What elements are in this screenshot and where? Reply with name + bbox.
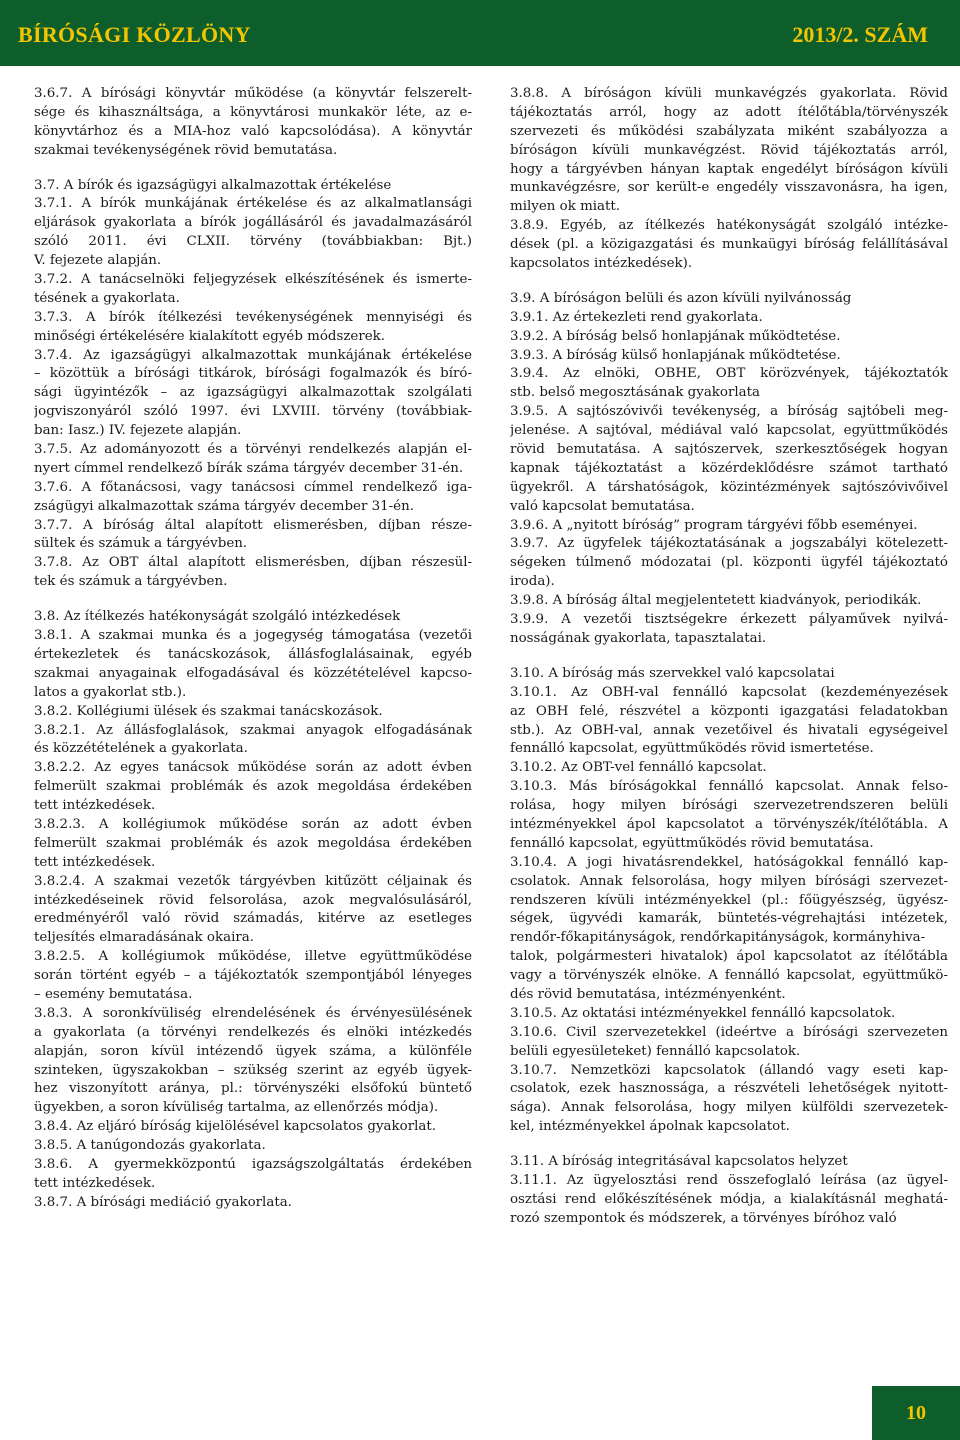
text-line: intézkedéseinek rövid felsorolása, azok megvalósulásáról, [34,892,472,908]
text-line: dések (pl. a közigazgatási és munkaügyi bíróság felállításával [510,237,948,253]
text-line: sági ügyintézők – az igazságügyi alkalmazottak szolgálati [34,385,472,401]
text-line: 3.7. A bírók és igazságügyi alkalmazottak értékelése [34,177,392,193]
left-column [34,85,472,1213]
text-line: 3.9.6. A „nyitott bíróság” program tárgyévi főbb eseményei. [510,517,918,533]
text-line: során történt egyéb – a tájékoztatók szempontjából lényeges [34,968,472,984]
text-line: 3.10.2. Az OBT-vel fennálló kapcsolat. [510,760,767,776]
text-line: bíróságon kívüli munkavégzést. Rövid tájékoztatás arról, [510,142,948,158]
text-line: fennálló kapcsolat, együttműködés rövid ismertetése. [510,741,874,757]
paragraph-gap [34,161,472,177]
text-line: ségeken túlmenő módozatai (pl. központi ügyfél tájékoztató [510,555,948,571]
text-line: fennálló kapcsolat, együttműködés rövid bemutatása. [510,835,874,851]
text-line: a gyakorlata (a törvényi rendelkezés és elnöki intézkedés [34,1024,472,1040]
text-line: tett intézkedések. [34,798,156,814]
text-line: könyvtárhoz és a MIA-hoz való kapcsolódása). A könyvtár [34,123,472,139]
text-line: 3.9. A bíróságon belüli és azon kívüli nyilvánosság [510,290,852,306]
text-line: rövid bemutatása. A sajtószervek, szerkesztőségek hogyan [510,442,948,458]
text-line: 3.10.6. Civil szervezetekkel (ideértve a bírósági szervezeten [510,1024,948,1040]
page-header [0,0,960,66]
journal-title: BÍRÓSÁGI KÖZLÖNY [18,22,251,47]
text-line: 3.8.1. A szakmai munka és a jogegység támogatása (vezetői [34,628,472,644]
text-line: teljesítés elmaradásának okaira. [34,930,254,946]
text-line: 3.8.4. Az eljáró bíróság kijelölésével kapcsolatos gyakorlat. [34,1119,437,1135]
text-line: ügyekről. A társhatóságok, közintézmények sajtószóvivőivel [510,479,948,495]
text-line: milyen ok miatt. [510,199,621,215]
text-line: 3.7.2. A tanácselnöki feljegyzések elkészítésének és ismerte- [34,272,472,288]
text-line: 3.7.8. Az OBT által alapított elismerésben, díjban részesül- [34,555,472,571]
text-line: csolatok. Annak felsorolása, hogy milyen bírósági szervezet- [510,873,948,889]
text-line: 3.7.4. Az igazságügyi alkalmazottak munkájának értékelése [34,347,472,363]
text-line: – közöttük a bírósági titkárok, bírósági fogalmazók és bíró- [34,366,472,382]
text-line: 3.11.1. Az ügyelosztási rend összefoglaló leírása (az ügyel- [510,1172,948,1188]
text-line: 3.7.7. A bíróság által alapított elismerésben, díjban része- [34,517,472,533]
text-line: talok, polgármesteri hivatalok) ápol kapcsolatot az ítélőtábla [510,949,948,965]
text-line: rendszeren kívüli intézményekkel (pl.: főügyészség, ügyész- [510,892,948,908]
text-line: szinteken, ügyszakokban – szükség szerint az egyéb ügyek- [34,1062,472,1078]
text-line: 3.10.7. Nemzetközi kapcsolatok (állandó vagy eseti kap- [510,1062,948,1078]
text-line: szakmai tevékenységének rövid bemutatása. [34,142,338,158]
text-line: felmerült szakmai problémák és azok megoldása érdekében [34,835,472,851]
text-line: eredményéről való rövid számadás, kitérve az esetleges [34,911,472,927]
text-line: tek és számuk a tárgyévben. [34,574,228,590]
text-line: tésének a gyakorlata. [34,290,180,306]
text-line: vagy a törvényszék elnöke. A fennálló kapcsolat, együttműkö- [510,968,948,984]
text-line: kapnak tájékoztatást a közérdeklődésre számot tartható [510,460,948,476]
text-line: tett intézkedések. [34,854,156,870]
text-line: szóló 2011. évi CLXII. törvény (továbbiakban: Bjt.) [34,234,472,250]
text-line: csolatok, ezek hasznossága, a részvételi lehetőségek nyitott- [510,1081,948,1097]
text-line: kapcsolatos intézkedések). [510,256,693,272]
text-line: 3.7.6. A főtanácsosi, vagy tanácsosi címmel rendelkező iga- [34,479,472,495]
text-line: ügyekben, a soron kívüliség tartalma, az ellenőrzés módja). [34,1100,439,1116]
issue-number: 2013/2. SZÁM [792,22,928,47]
paragraph-gap [510,1137,948,1153]
text-line: 3.9.1. Az értekezleti rend gyakorlata. [510,309,763,325]
text-line: 3.8.8. A bíróságon kívüli munkavégzés gyakorlata. Rövid [510,86,948,101]
text-line: sültek és számuk a tárgyévben. [34,536,248,552]
page-number: 10 [872,1386,960,1440]
right-column [510,85,948,1229]
text-line: rendőr-főkapitányságok, rendőrkapitányságok, kormányhiva- [510,930,926,946]
text-line: intézményekkel ápol kapcsolatot a törvényszék/ítélőtábla. A [510,816,948,832]
text-line: 3.11. A bíróság integritásával kapcsolatos helyzet [510,1154,848,1170]
text-line: hez viszonyított aránya, pl.: törvényszéki elsőfokú büntető [34,1081,472,1097]
text-line: nosságának gyakorlata, tapasztalatai. [510,630,767,646]
text-line: 3.10.3. Más bíróságokkal fennálló kapcsolat. Annak felso- [510,779,948,795]
text-line: 3.10.4. A jogi hivatásrendekkel, hatóságokkal fennálló kap- [510,854,948,870]
text-line: felmerült szakmai problémák és azok megoldása érdekében [34,779,472,795]
text-line: jogviszonyáról szóló 1997. évi LXVIII. törvény (továbbiak- [34,404,472,420]
text-line: minőségi értékelésére kialakított egyéb módszerek. [34,328,386,344]
text-line: 3.8.6. A gyermekközpontú igazságszolgáltatás érdekében [34,1156,472,1172]
text-line: 3.8.2.5. A kollégiumok működése, illetve együttműködése [34,949,472,965]
text-line: latos a gyakorlat stb.). [34,684,187,700]
text-line: 3.7.1. A bírók munkájának értékelése és az alkalmatlansági [34,196,472,212]
text-line: munkavégzésre, sor került-e engedély visszavonásra, ha igen, [510,180,948,196]
text-line: ban: Iasz.) IV. fejezete alapján. [34,423,242,439]
paragraph-gap [510,649,948,665]
text-line: 3.9.9. A vezetői tisztségekre érkezett pályaművek nyilvá- [510,612,948,628]
paragraph-gap [510,274,948,290]
text-line: hogy a tárgyévben hányan kaptak engedélyt bíróságon kívüli [510,161,948,177]
text-line: alapján, soron kívül intézendő ügyek száma, a különféle [34,1043,472,1059]
text-line: zságügyi alkalmazottak száma tárgyév december 31-én. [34,498,414,514]
text-line: 3.7.5. Az adományozott és a törvényi rendelkezés alapján el- [34,442,472,458]
text-line: sége és kihasználtsága, a könyvtárosi munkakör léte, az e- [34,104,472,120]
text-line: 3.8.3. A soronkívüliség elrendelésének és érvényesülésének [34,1005,472,1021]
text-line: 3.8.2.4. A szakmai vezetők tárgyévben kitűzött céljainak és [34,873,472,889]
text-line: és közzétételének a gyakorlata. [34,741,248,757]
text-line: 3.8.2.1. Az állásfoglalások, szakmai anyagok elfogadásának [34,722,472,738]
text-line: 3.9.7. Az ügyfelek tájékoztatásának a jogszabályi kötelezett- [510,536,948,552]
text-line: való kapcsolat bemutatása. [510,498,695,514]
text-line: 3.9.4. Az elnöki, OBHE, OBT körözvények, tájékoztatók [510,366,948,382]
text-line: kel, intézményekkel ápolnak kapcsolatot. [510,1119,790,1135]
text-line: 3.10.5. Az oktatási intézményekkel fennálló kapcsolatok. [510,1005,896,1021]
text-line: szakmai anyagainak elfogadásával és közzétételével kapcso- [34,665,472,681]
text-line: 3.8.7. A bírósági mediáció gyakorlata. [34,1194,292,1210]
text-line: 3.10. A bíróság más szervekkel való kapcsolatai [510,665,835,681]
text-line: 3.8.2.2. Az egyes tanácsok működése során az adott évben [34,760,472,776]
text-line: stb.). Az OBH-val, annak vezetőivel és hivatali egységeivel [510,722,948,738]
text-line: nyert címmel rendelkező bírák száma tárgyév december 31-én. [34,460,464,476]
text-line: sága). Annak felsorolása, hogy milyen külföldi szervezetek- [510,1100,948,1116]
text-line: iroda). [510,574,555,590]
text-line: ségek, ügyvédi kamarák, büntetés-végrehajtási intézetek, [510,911,948,927]
text-line: tájékoztatás arról, hogy az adott ítélőtábla/törvényszék [510,104,948,120]
text-line: 3.8.2. Kollégiumi ülések és szakmai tanácskozások. [34,703,383,719]
text-line: 3.8.5. A tanúgondozás gyakorlata. [34,1138,266,1154]
text-line: jelenése. A sajtóval, médiával való kapcsolat, együttműködés [510,423,948,439]
text-line: – esemény bemutatása. [34,986,193,1002]
text-line: 3.7.3. A bírók ítélkezési tevékenységének mennyiségi és [34,309,472,325]
text-line: 3.9.8. A bíróság által megjelentetett kiadványok, periodikák. [510,593,922,609]
text-line: V. fejezete alapján. [34,253,162,269]
text-line: 3.8.2.3. A kollégiumok működése során az adott évben [34,816,472,832]
text-line: dés rövid bemutatása, intézményenként. [510,986,786,1002]
text-line: 3.9.5. A sajtószóvivői tevékenység, a bíróság sajtóbeli meg- [510,404,948,420]
text-line: 3.10.1. Az OBH-val fennálló kapcsolat (kezdeményezések [510,684,948,700]
text-line: tett intézkedések. [34,1175,156,1191]
paragraph-gap [34,592,472,608]
text-line: 3.9.2. A bíróság belső honlapjának működtetése. [510,328,841,344]
text-line: eljárások gyakorlata a bírók jogállásáról és javadalmazásáról [34,215,472,231]
text-line: rolása, hogy milyen bírósági szervezetrendszeren belüli [510,798,948,814]
text-line: rozó szempontok és módszerek, a törvényes bíróhoz való [510,1210,897,1226]
text-line: az OBH felé, részvétel a központi igazgatási feladatokban [510,703,948,719]
text-line: stb. belső megosztásának gyakorlata [510,385,761,401]
text-line: 3.8. Az ítélkezés hatékonyságát szolgáló intézkedések [34,609,401,625]
text-line: 3.9.3. A bíróság külső honlapjának működtetése. [510,347,841,363]
text-line: szervezeti és működési szabályzata miként szabályozza a [510,123,948,139]
text-line: 3.6.7. A bírósági könyvtár működése (a könyvtár felszerelt- [34,86,472,101]
text-line: 3.8.9. Egyéb, az ítélkezés hatékonyságát szolgáló intézke- [510,218,948,234]
text-line: osztási rend előkészítésének módja, a kialakításnál meghatá- [510,1191,948,1207]
text-line: belüli egyesületeket) fennálló kapcsolatok. [510,1043,801,1059]
text-line: értekezletek és tanácskozások, állásfoglalásainak, egyéb [34,646,472,662]
